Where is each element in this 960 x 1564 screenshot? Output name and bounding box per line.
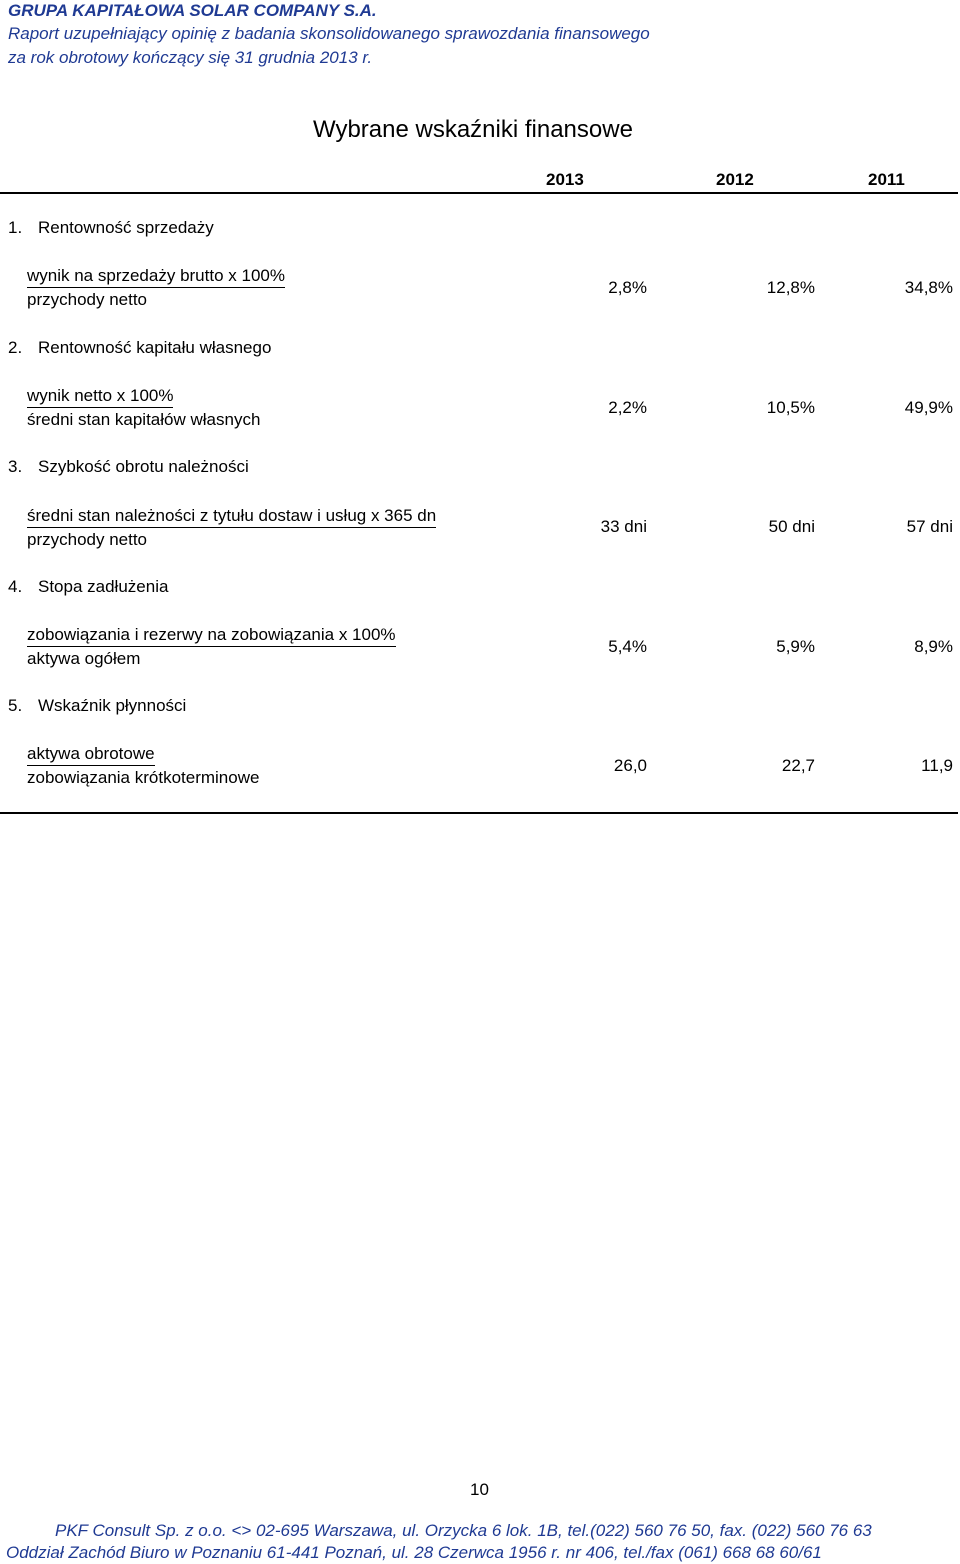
table-bottom-rule (0, 812, 958, 814)
value-2011: 11,9 (921, 756, 953, 775)
value-2012: 5,9% (776, 637, 815, 656)
value-2013: 33 dni (600, 517, 647, 536)
page-number: 10 (470, 1480, 489, 1499)
formula-numerator: wynik na sprzedaży brutto x 100% (27, 264, 285, 288)
section-title: 4. Stopa zadłużenia (8, 577, 169, 596)
value-2011: 49,9% (904, 398, 953, 417)
page-title: Wybrane wskaźniki finansowe (313, 116, 633, 143)
section-title: 1. Rentowność sprzedaży (8, 218, 214, 237)
value-2013: 5,4% (608, 637, 647, 656)
formula-denominator: przychody netto (27, 530, 148, 549)
year-header-2012: 2012 (716, 170, 754, 189)
formula-numerator: aktywa obrotowe (27, 742, 155, 766)
formula-denominator: zobowiązania krótkoterminowe (27, 768, 260, 787)
footer-address-line: PKF Consult Sp. z o.o. <> 02-695 Warszawa, ul. Orzycka 6 lok. 1B, tel.(022) 560 76 50, fax. (022) 560 76 63 (55, 1521, 872, 1540)
ratio-formula (27, 742, 259, 789)
value-2011: 34,8% (904, 278, 953, 297)
formula-denominator: aktywa ogółem (27, 649, 141, 668)
formula-denominator: przychody netto (27, 290, 148, 309)
ratio-formula (27, 384, 260, 431)
formula-numerator: wynik netto x 100% (27, 384, 173, 408)
value-2013: 2,2% (608, 398, 647, 417)
value-2011: 8,9% (914, 637, 953, 656)
ratio-formula (27, 264, 285, 311)
footer-branch-line: Oddział Zachód Biuro w Poznaniu 61-441 Poznań, ul. 28 Czerwca 1956 r. nr 406, tel./fax (061) 668 68 60/61 (6, 1543, 822, 1562)
formula-denominator: średni stan kapitałów własnych (27, 410, 261, 429)
page-footer (0, 1520, 960, 1564)
report-subtitle: Raport uzupełniający opinię z badania skonsolidowanego sprawozdania finansowego (8, 24, 650, 43)
table-top-rule (0, 192, 958, 194)
value-2012: 10,5% (766, 398, 815, 417)
ratio-formula (27, 504, 436, 551)
ratio-formula (27, 623, 396, 670)
value-2013: 26,0 (613, 756, 647, 775)
formula-numerator: średni stan należności z tytułu dostaw i usług x 365 dn (27, 504, 436, 528)
value-2012: 12,8% (766, 278, 815, 297)
report-header (8, 0, 650, 70)
year-header-2011: 2011 (868, 170, 905, 189)
value-2013: 2,8% (608, 278, 647, 297)
report-period: za rok obrotowy kończący się 31 grudnia 2013 r. (8, 48, 373, 67)
company-name: GRUPA KAPITAŁOWA SOLAR COMPANY S.A. (8, 1, 377, 20)
section-title: 5. Wskaźnik płynności (8, 696, 187, 715)
value-2011: 57 dni (906, 517, 953, 536)
formula-numerator: zobowiązania i rezerwy na zobowiązania x 100% (27, 623, 396, 647)
section-title: 2. Rentowność kapitału własnego (8, 338, 272, 357)
value-2012: 22,7 (781, 756, 815, 775)
value-2012: 50 dni (768, 517, 815, 536)
section-title: 3. Szybkość obrotu należności (8, 457, 249, 476)
year-header-2013: 2013 (546, 170, 584, 189)
